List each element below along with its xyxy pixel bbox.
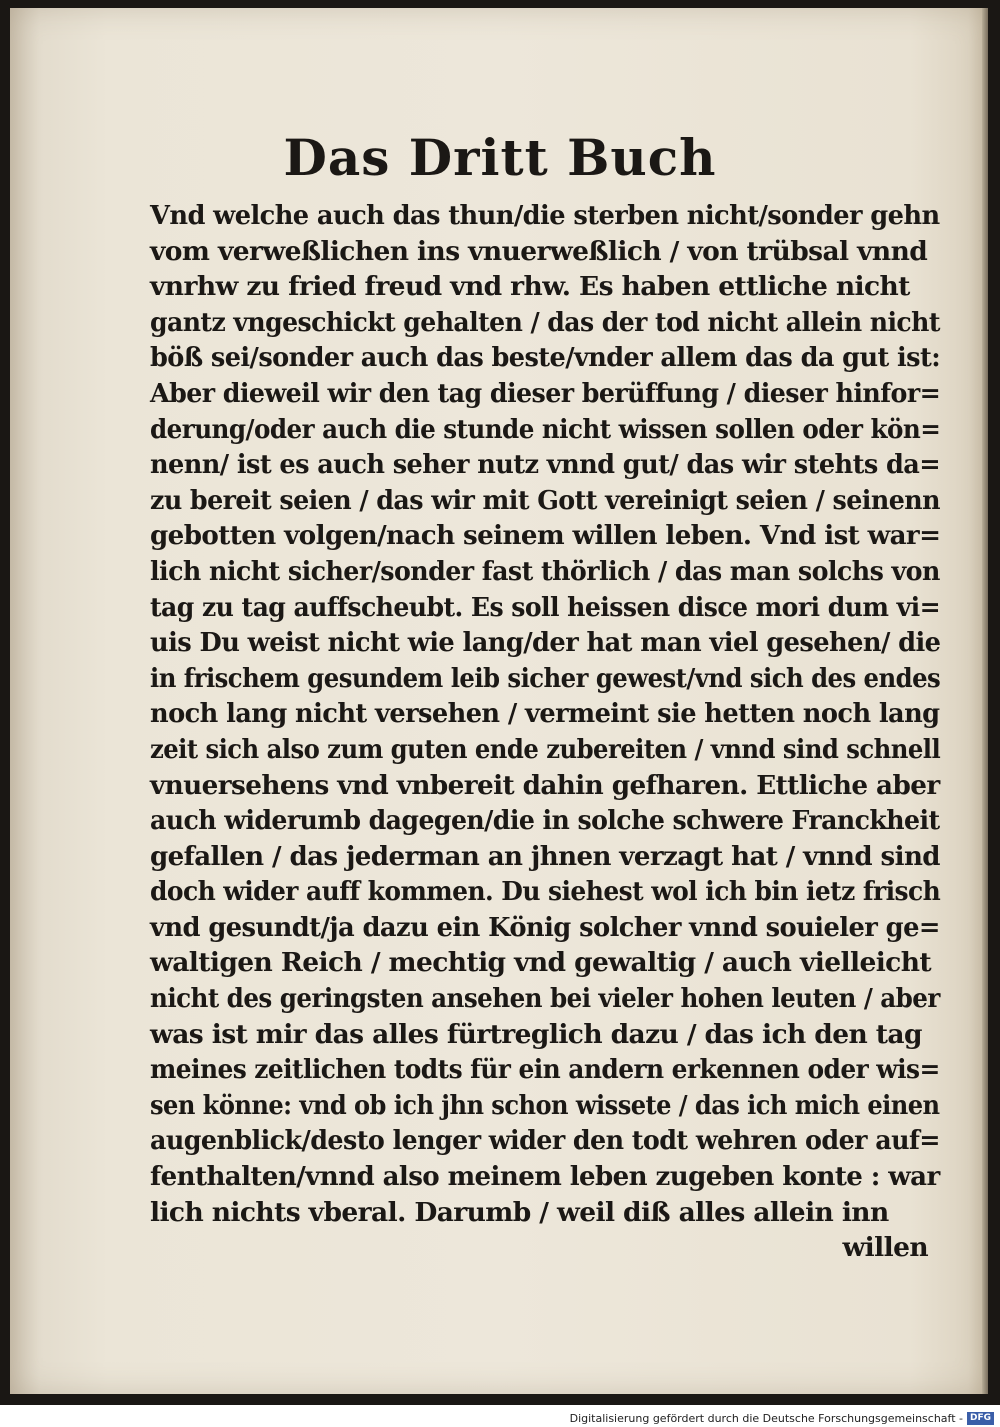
text-line: lich nicht sicher/sonder fast thörlich / das man solchs von	[150, 555, 940, 587]
digitization-footer	[570, 1412, 994, 1425]
text-line: sen könne: vnd ob ich jhn schon wissete / das ich mich einen	[150, 1089, 940, 1121]
text-line: vnuersehens vnd vnbereit dahin gefharen. Ettliche aber	[150, 769, 940, 801]
catchword: willen	[842, 1232, 928, 1263]
text-line: meines zeitlichen todts für ein andern erkennen oder wis=	[150, 1054, 940, 1086]
text-line: tag zu tag auffscheubt. Es soll heissen disce mori dum vi=	[150, 591, 941, 623]
text-line: derung/oder auch die stunde nicht wissen sollen oder kön=	[150, 413, 941, 445]
text-line: doch wider auff kommen. Du siehest wol ich bin ietz frisch	[150, 876, 941, 908]
page-heading: Das Dritt Buch	[283, 128, 717, 187]
body-text	[150, 198, 940, 1230]
text-line: zeit sich also zum guten ende zubereiten / vnnd sind schnell	[150, 733, 941, 765]
footer-credit: Digitalisierung gefördert durch die Deutsche Forschungsgemeinschaft -	[569, 1412, 963, 1425]
text-line: zu bereit seien / das wir mit Gott vereinigt seien / seinenn	[150, 484, 940, 516]
text-line: lich nichts vberal. Darumb / weil diß alles allein inn	[150, 1196, 889, 1228]
text-line: Vnd welche auch das thun/die sterben nicht/sonder gehn	[150, 200, 940, 231]
text-line: vom verweßlichen ins vnuerweßlich / von trübsal vnnd	[150, 235, 928, 267]
text-line: gefallen / das jederman an jhnen verzagt hat / vnnd sind	[150, 840, 940, 872]
text-line: fenthalten/vnnd also meinem leben zugeben konte : war	[150, 1161, 940, 1193]
page-edge	[982, 8, 988, 1394]
text-line: augenblick/desto lenger wider den todt wehren oder auf=	[150, 1125, 940, 1157]
text-line: vnrhw zu fried freud vnd rhw. Es haben ettliche nicht	[150, 271, 910, 303]
text-line: uis Du weist nicht wie lang/der hat man viel gesehen/ die	[150, 627, 941, 659]
text-line: Aber dieweil wir den tag dieser berüffung / dieser hinfor=	[150, 377, 941, 409]
text-line: gantz vngeschickt gehalten / das der tod nicht allein nicht	[150, 306, 940, 338]
text-line: vnd gesundt/ja dazu ein König solcher vnnd souieler ge=	[150, 911, 940, 943]
text-line: nenn/ ist es auch seher nutz vnnd gut/ das wir stehts da=	[150, 449, 941, 481]
text-line: in frischem gesundem leib sicher gewest/vnd sich des endes	[150, 662, 941, 694]
text-line: böß sei/sonder auch das beste/vnder allem das da gut ist:	[150, 342, 941, 374]
text-line: nicht des geringsten ansehen bei vieler hohen leuten / aber	[150, 983, 940, 1015]
text-line: auch widerumb dagegen/die in solche schwere Franckheit	[150, 805, 940, 837]
dfg-logo-icon: DFG	[967, 1412, 994, 1425]
text-line: noch lang nicht versehen / vermeint sie hetten noch lang	[150, 698, 940, 730]
text-line: waltigen Reich / mechtig vnd gewaltig / auch vielleicht	[150, 947, 932, 979]
text-line: gebotten volgen/nach seinem willen leben. Vnd ist war=	[150, 520, 941, 552]
text-line: was ist mir das alles fürtreglich dazu / das ich den tag	[150, 1018, 922, 1050]
